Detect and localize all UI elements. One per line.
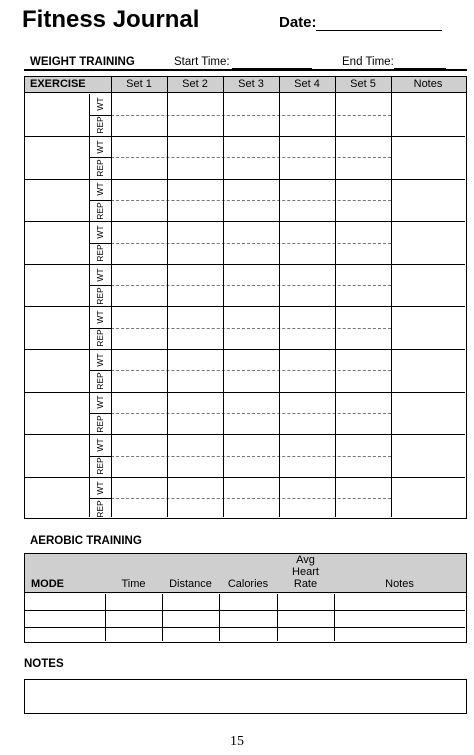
set-3-weight-cell[interactable] [223,434,279,455]
date-label: Date: [279,14,317,31]
notes-cell[interactable] [391,264,465,307]
set-2-reps-cell[interactable] [167,328,223,349]
set-3-reps-cell[interactable] [223,413,279,434]
set-1-weight-cell[interactable] [111,94,167,115]
set-3-weight-cell[interactable] [223,179,279,200]
set-1-reps-cell[interactable] [111,370,167,391]
set-4-weight-cell[interactable] [279,94,335,115]
set-1-weight-cell[interactable] [111,264,167,285]
set-2-weight-cell[interactable] [167,136,223,157]
set-5-weight-cell[interactable] [335,179,391,200]
set-5-weight-cell[interactable] [335,349,391,370]
set-2-reps-cell[interactable] [167,370,223,391]
set-3-weight-cell[interactable] [223,477,279,498]
set-1-reps-cell[interactable] [111,498,167,519]
reps-label: REP [95,201,105,220]
set-2-weight-cell[interactable] [167,179,223,200]
set-2-reps-cell[interactable] [167,200,223,221]
set-2-weight-cell[interactable] [167,434,223,455]
exercise-name-cell[interactable] [25,221,89,264]
set-2-weight-cell[interactable] [167,94,223,115]
header-set-2: Set 2 [182,78,208,90]
set-1-reps-cell[interactable] [111,157,167,178]
set-1-weight-cell[interactable] [111,136,167,157]
set-5-reps-cell[interactable] [335,200,391,221]
divider-column [223,77,224,517]
set-4-reps-cell[interactable] [279,115,335,136]
set-4-weight-cell[interactable] [279,434,335,455]
weight-label: WT [95,140,105,154]
set-5-weight-cell[interactable] [335,392,391,413]
aerobic-table-header [25,554,466,593]
distance-cell[interactable] [162,627,219,644]
heart-rate-cell[interactable] [277,610,334,627]
weight-label: WT [95,267,105,282]
weight-label: WT [95,225,105,239]
set-4-reps-cell[interactable] [279,157,335,178]
notes-cell[interactable] [334,610,465,627]
set-5-weight-cell[interactable] [335,221,391,242]
mode-cell[interactable] [25,610,105,627]
weight-training-table [24,76,467,519]
set-2-weight-cell[interactable] [167,307,223,328]
set-3-reps-cell[interactable] [223,285,279,306]
set-3-weight-cell[interactable] [223,264,279,285]
header-time: Time [121,578,146,590]
mode-cell[interactable] [25,594,105,611]
set-2-reps-cell[interactable] [167,413,223,434]
calories-cell[interactable] [219,627,277,644]
set-5-reps-cell[interactable] [335,456,391,477]
weight-label: WT [95,395,105,409]
weight-training-heading: WEIGHT TRAINING [30,56,135,68]
set-4-reps-cell[interactable] [279,456,335,477]
set-5-reps-cell[interactable] [335,413,391,434]
weight-label: WT [95,97,105,111]
exercise-row [25,392,465,435]
notes-cell[interactable] [334,594,465,611]
time-cell[interactable] [105,610,162,627]
divider-column [111,77,112,517]
notes-cell[interactable] [391,94,465,137]
set-1-reps-cell[interactable] [111,115,167,136]
header-set-3: Set 3 [238,78,264,90]
set-4-weight-cell[interactable] [279,349,335,370]
set-1-weight-cell[interactable] [111,221,167,242]
exercise-row [25,179,465,222]
set-1-reps-cell[interactable] [111,413,167,434]
reps-label: REP [95,500,105,518]
divider-column [334,594,335,642]
set-4-weight-cell[interactable] [279,136,335,157]
exercise-row [25,349,465,392]
set-1-weight-cell[interactable] [111,392,167,413]
exercise-name-cell[interactable] [25,434,89,477]
divider-column [279,77,280,517]
notes-cell[interactable] [334,627,465,644]
set-4-weight-cell[interactable] [279,307,335,328]
header-exercise: EXERCISE [30,78,86,90]
exercise-row [25,136,465,179]
notes-cell[interactable] [391,179,465,222]
set-2-reps-cell[interactable] [167,456,223,477]
header-set-4: Set 4 [294,78,320,90]
set-5-weight-cell[interactable] [335,477,391,498]
set-3-reps-cell[interactable] [223,370,279,391]
exercise-row [25,221,465,264]
set-1-weight-cell[interactable] [111,434,167,455]
exercise-name-cell[interactable] [25,94,89,137]
set-1-reps-cell[interactable] [111,200,167,221]
set-1-reps-cell[interactable] [111,328,167,349]
aerobic-row [25,610,465,627]
time-cell[interactable] [105,627,162,644]
set-3-weight-cell[interactable] [223,94,279,115]
notes-cell[interactable] [391,136,465,179]
page-title: Fitness Journal [22,6,200,33]
exercise-row [25,94,465,137]
weight-table-header [25,77,466,93]
exercise-name-cell[interactable] [25,392,89,435]
set-5-reps-cell[interactable] [335,285,391,306]
set-3-weight-cell[interactable] [223,392,279,413]
reps-label: REP [95,244,105,262]
set-3-reps-cell[interactable] [223,243,279,264]
calories-cell[interactable] [219,594,277,611]
aerobic-training-heading: AEROBIC TRAINING [30,535,142,547]
set-3-reps-cell[interactable] [223,157,279,178]
set-2-weight-cell[interactable] [167,264,223,285]
set-5-reps-cell[interactable] [335,328,391,349]
header-calories: Calories [227,578,269,590]
set-4-reps-cell[interactable] [279,285,335,306]
header-set-5: Set 5 [350,78,376,90]
set-5-reps-cell[interactable] [335,157,391,178]
set-5-reps-cell[interactable] [335,115,391,136]
reps-label: REP [95,159,105,177]
set-5-reps-cell[interactable] [335,498,391,519]
set-2-reps-cell[interactable] [167,115,223,136]
calories-cell[interactable] [219,610,277,627]
header-avg-heart-rate: Avg Heart Rate [292,554,319,590]
set-5-weight-cell[interactable] [335,264,391,285]
set-2-weight-cell[interactable] [167,221,223,242]
notes-cell[interactable] [391,221,465,264]
set-3-reps-cell[interactable] [223,115,279,136]
exercise-row [25,477,465,520]
heart-rate-cell[interactable] [277,594,334,611]
exercise-name-cell[interactable] [25,477,89,520]
set-2-reps-cell[interactable] [167,157,223,178]
set-1-reps-cell[interactable] [111,456,167,477]
set-4-reps-cell[interactable] [279,413,335,434]
weight-label: WT [95,182,105,196]
set-5-reps-cell[interactable] [335,370,391,391]
exercise-row [25,264,465,307]
set-3-reps-cell[interactable] [223,456,279,477]
start-time-label: Start Time: [174,56,230,68]
divider-column [162,594,163,642]
set-2-reps-cell[interactable] [167,285,223,306]
divider-column [277,594,278,642]
notes-field[interactable] [24,679,467,714]
set-2-weight-cell[interactable] [167,349,223,370]
set-4-weight-cell[interactable] [279,264,335,285]
reps-label: REP [95,116,105,135]
exercise-row [25,307,465,350]
set-4-weight-cell[interactable] [279,179,335,200]
set-4-weight-cell[interactable] [279,392,335,413]
set-5-reps-cell[interactable] [335,243,391,264]
header-notes: Notes [413,78,443,90]
set-1-weight-cell[interactable] [111,179,167,200]
aerobic-training-table [24,553,467,643]
heart-rate-cell[interactable] [277,627,334,644]
notes-cell[interactable] [391,307,465,350]
set-4-reps-cell[interactable] [279,328,335,349]
divider-label-column [89,94,90,518]
set-3-reps-cell[interactable] [223,328,279,349]
exercise-row [25,434,465,477]
set-2-reps-cell[interactable] [167,243,223,264]
distance-cell[interactable] [162,594,219,611]
divider-column [105,594,106,642]
divider-column [167,77,168,517]
aerobic-row [25,594,465,611]
divider-column [335,77,336,517]
set-3-weight-cell[interactable] [223,221,279,242]
set-1-reps-cell[interactable] [111,243,167,264]
set-3-reps-cell[interactable] [223,200,279,221]
reps-label: REP [95,414,105,433]
weight-label: WT [95,310,105,324]
set-4-reps-cell[interactable] [279,243,335,264]
page-number: 15 [230,734,244,749]
set-5-weight-cell[interactable] [335,307,391,328]
set-5-weight-cell[interactable] [335,136,391,157]
distance-cell[interactable] [162,610,219,627]
set-2-weight-cell[interactable] [167,392,223,413]
set-3-weight-cell[interactable] [223,349,279,370]
set-5-weight-cell[interactable] [335,94,391,115]
set-4-reps-cell[interactable] [279,370,335,391]
weight-label: WT [95,438,105,452]
weight-label: WT [95,480,105,495]
header-set-1: Set 1 [126,78,152,90]
notes-cell[interactable] [391,434,465,477]
reps-label: REP [95,287,105,305]
notes-heading: NOTES [24,658,64,670]
section-rule [24,69,467,71]
time-cell[interactable] [105,594,162,611]
set-5-weight-cell[interactable] [335,434,391,455]
set-1-weight-cell[interactable] [111,307,167,328]
exercise-name-cell[interactable] [25,307,89,350]
set-3-reps-cell[interactable] [223,498,279,519]
header-mode: MODE [31,578,64,590]
divider-column [391,77,392,517]
exercise-name-cell[interactable] [25,136,89,179]
set-4-weight-cell[interactable] [279,477,335,498]
divider-column [219,594,220,642]
end-time-label: End Time: [342,56,394,68]
notes-cell[interactable] [391,392,465,435]
date-field[interactable] [316,30,442,31]
aerobic-row [25,627,465,644]
exercise-name-cell[interactable] [25,179,89,222]
mode-cell[interactable] [25,627,105,644]
set-3-weight-cell[interactable] [223,136,279,157]
weight-label: WT [95,353,105,367]
exercise-name-cell[interactable] [25,264,89,307]
reps-label: REP [95,457,105,475]
set-2-reps-cell[interactable] [167,498,223,519]
exercise-name-cell[interactable] [25,349,89,392]
set-4-weight-cell[interactable] [279,221,335,242]
reps-label: REP [95,329,105,348]
header-distance: Distance [169,578,212,590]
notes-cell[interactable] [391,477,465,520]
notes-cell[interactable] [391,349,465,392]
set-1-weight-cell[interactable] [111,349,167,370]
set-4-reps-cell[interactable] [279,498,335,519]
set-3-weight-cell[interactable] [223,307,279,328]
set-4-reps-cell[interactable] [279,200,335,221]
set-1-reps-cell[interactable] [111,285,167,306]
set-2-weight-cell[interactable] [167,477,223,498]
header-notes: Notes [385,578,414,590]
set-1-weight-cell[interactable] [111,477,167,498]
reps-label: REP [95,372,105,390]
